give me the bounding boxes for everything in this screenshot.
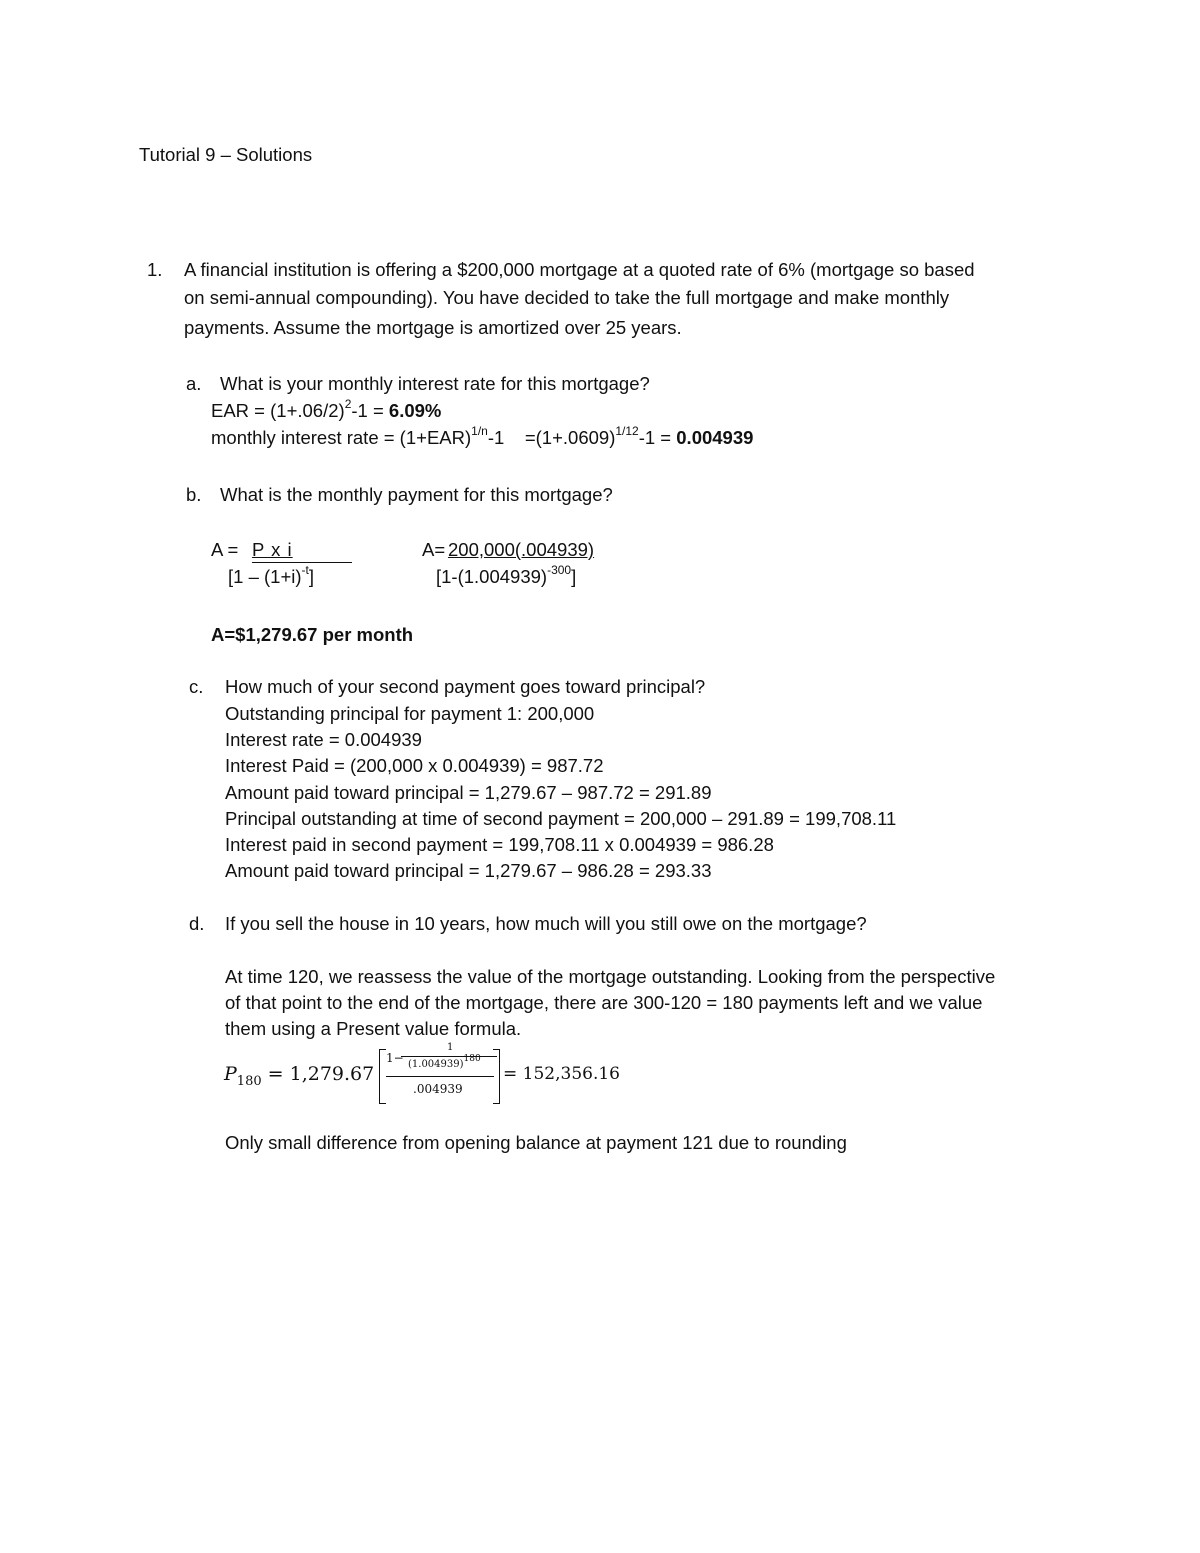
mir-value: 0.004939 bbox=[676, 427, 754, 448]
calc-den-post: ] bbox=[571, 566, 577, 587]
part-d-line-2: of that point to the end of the mortgage, there are 300-120 = 180 payments left and we value bbox=[225, 992, 983, 1013]
formula-den-post: ] bbox=[308, 566, 315, 587]
mir-pre: monthly interest rate = (1+EAR) bbox=[211, 427, 472, 448]
mir-exponent-1: 1/n bbox=[471, 423, 488, 438]
mir-post: -1 = bbox=[638, 427, 677, 448]
ear-pre: EAR = (1+.06/2) bbox=[211, 400, 345, 421]
pv-symbol: P bbox=[224, 1063, 237, 1085]
calc-numerator: 200,000(.004939) bbox=[448, 539, 595, 560]
formula-lhs: A = bbox=[211, 539, 239, 560]
pv-denominator: .004939 bbox=[413, 1082, 463, 1096]
pv-left-bracket bbox=[379, 1049, 386, 1104]
pv-right-bracket bbox=[493, 1049, 500, 1104]
part-c-line-1: Outstanding principal for payment 1: 200,000 bbox=[225, 703, 595, 724]
calc-denominator bbox=[436, 562, 577, 587]
part-c-line-3: Interest Paid = (200,000 x 0.004939) = 987.72 bbox=[225, 755, 604, 776]
part-d-question: If you sell the house in 10 years, how much will you still owe on the mortgage? bbox=[225, 913, 867, 934]
monthly-rate-formula bbox=[211, 423, 754, 448]
pv-formula bbox=[224, 1065, 374, 1088]
part-c-line-5: Principal outstanding at time of second payment = 200,000 – 291.89 = 199,708.11 bbox=[225, 808, 897, 829]
part-c-question: How much of your second payment goes toward principal? bbox=[225, 676, 706, 697]
mir-exponent-2: 1/12 bbox=[615, 423, 639, 438]
ear-post: -1 = bbox=[351, 400, 389, 421]
part-b-answer: A=$1,279.67 per month bbox=[211, 624, 414, 645]
part-c-line-4: Amount paid toward principal = 1,279.67 – 987.72 = 291.89 bbox=[225, 782, 712, 803]
part-a-letter: a. bbox=[186, 373, 202, 394]
ear-formula bbox=[211, 396, 442, 421]
part-c-line-2: Interest rate = 0.004939 bbox=[225, 729, 422, 750]
pv-inner-den-exponent: 180 bbox=[463, 1053, 481, 1064]
ear-exponent: 2 bbox=[344, 396, 352, 411]
part-c-line-7: Amount paid toward principal = 1,279.67 – 986.28 = 293.33 bbox=[225, 860, 712, 881]
pv-inner-fraction-bar bbox=[401, 1056, 497, 1057]
part-b-question: What is the monthly payment for this mortgage? bbox=[220, 484, 613, 505]
part-c-letter: c. bbox=[189, 676, 204, 697]
calc-lhs: A= bbox=[422, 539, 446, 560]
part-d-line-3: them using a Present value formula. bbox=[225, 1018, 522, 1039]
pv-result: = 152,356.16 bbox=[503, 1064, 620, 1084]
part-a-question: What is your monthly interest rate for this mortgage? bbox=[220, 373, 650, 394]
formula-numerator-text: P x i bbox=[252, 539, 293, 560]
formula-numerator bbox=[252, 541, 352, 563]
pv-equals: = 1,279.67 bbox=[261, 1063, 375, 1085]
question-1-line-3: payments. Assume the mortgage is amortized over 25 years. bbox=[184, 317, 682, 338]
question-1-line-1: A financial institution is offering a $200,000 mortgage at a quoted rate of 6% (mortgage so based bbox=[184, 259, 975, 280]
pv-main-fraction-bar bbox=[386, 1076, 494, 1077]
pv-inner-prefix: 1− bbox=[386, 1051, 404, 1065]
mir-mid: -1 =(1+.0609) bbox=[487, 427, 616, 448]
pv-subscript: 180 bbox=[236, 1073, 262, 1089]
pv-inner-fraction-numerator: 1 bbox=[447, 1042, 454, 1053]
formula-den-pre: [1 – (1+i) bbox=[228, 566, 302, 587]
pv-inner-fraction-denominator bbox=[408, 1053, 481, 1070]
page-title: Tutorial 9 – Solutions bbox=[139, 144, 313, 165]
part-d-note: Only small difference from opening balance at payment 121 due to rounding bbox=[225, 1132, 847, 1153]
formula-denominator bbox=[228, 562, 315, 587]
question-1-line-2: on semi-annual compounding). You have decided to take the full mortgage and make monthly bbox=[184, 287, 950, 308]
ear-value: 6.09% bbox=[388, 400, 442, 421]
part-b-letter: b. bbox=[186, 484, 202, 505]
calc-den-exponent: -300 bbox=[547, 562, 572, 577]
part-c-line-6: Interest paid in second payment = 199,708.11 x 0.004939 = 986.28 bbox=[225, 834, 774, 855]
part-d-line-1: At time 120, we reassess the value of the mortgage outstanding. Looking from the perspective bbox=[225, 966, 996, 987]
calc-den-pre: [1-(1.004939) bbox=[436, 566, 548, 587]
formula-den-exponent: -t bbox=[301, 562, 309, 577]
question-number: 1. bbox=[147, 259, 163, 280]
part-d-letter: d. bbox=[189, 913, 205, 934]
pv-inner-den-base: (1.004939) bbox=[408, 1059, 464, 1070]
